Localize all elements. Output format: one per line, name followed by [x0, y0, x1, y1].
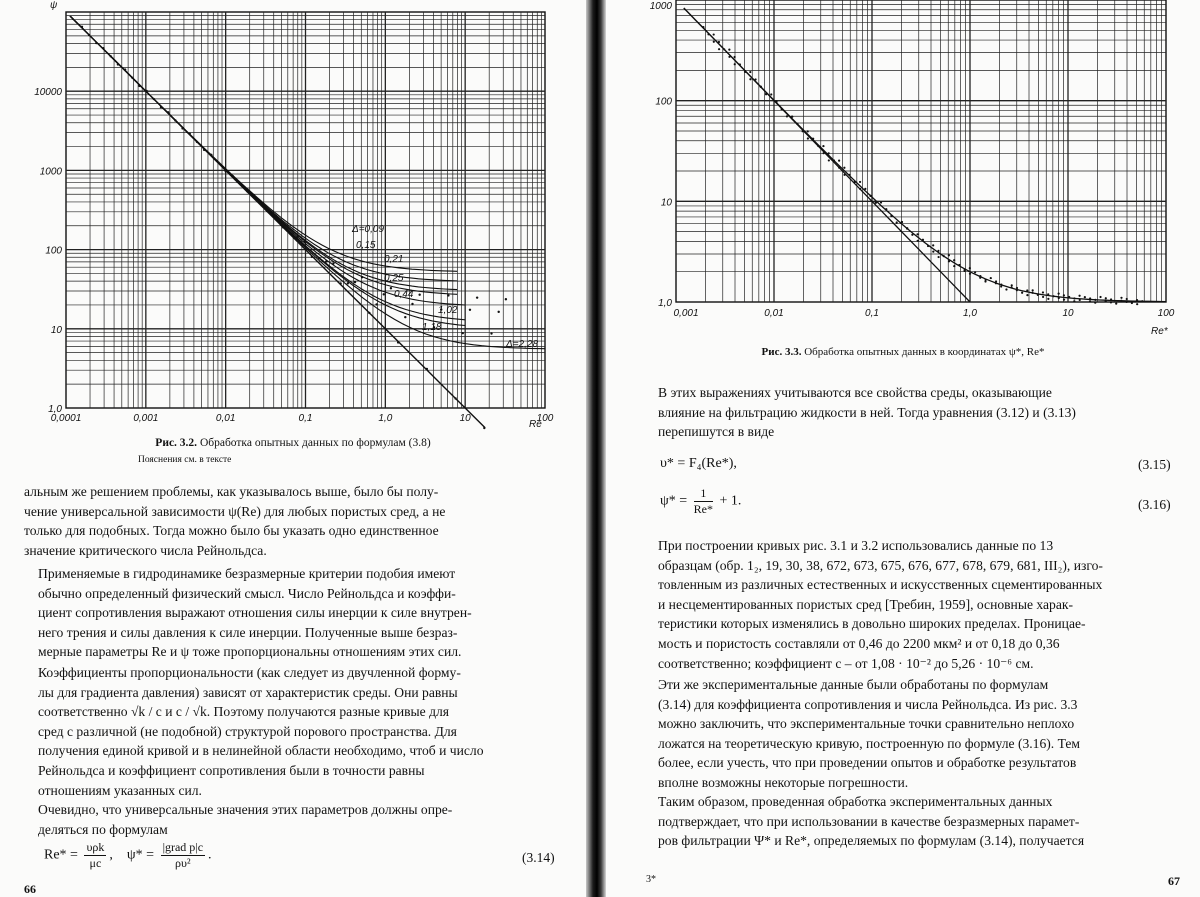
data-point [1115, 303, 1117, 305]
curve-label: 1,18 [422, 322, 442, 333]
data-point [807, 130, 809, 132]
curve-label: 0,15 [356, 240, 376, 251]
data-point [117, 63, 119, 65]
y-tick-label: 100 [45, 245, 62, 257]
data-point [744, 71, 746, 73]
data-point [476, 296, 478, 298]
data-point [859, 188, 861, 190]
data-point [995, 280, 997, 282]
curve-label: 1,02 [438, 305, 458, 316]
figure-3-2-caption: Рис. 3.2. Обработка опытных данных по формулам (3.8) [155, 437, 431, 449]
data-point [875, 202, 877, 204]
data-point [275, 215, 277, 217]
data-point [1126, 301, 1128, 303]
data-point [723, 48, 725, 50]
book-spine [586, 0, 606, 897]
data-point [1032, 289, 1034, 291]
x-tick-label: 100 [536, 413, 554, 424]
data-point [1011, 284, 1013, 286]
data-point [110, 55, 112, 57]
chart-tick-labels [34, 87, 554, 432]
data-point [1010, 286, 1012, 288]
data-point [1089, 300, 1091, 302]
y-tick-label: 10000 [34, 87, 62, 99]
data-point [246, 190, 248, 192]
data-point [181, 127, 183, 129]
data-point [311, 256, 313, 258]
data-point [160, 106, 162, 108]
data-point [124, 68, 126, 70]
data-point [713, 41, 715, 43]
data-point [1136, 299, 1138, 301]
figure-3-2-chart [0, 0, 586, 432]
data-point [145, 90, 147, 92]
curve-label: 0,21 [384, 254, 404, 265]
left-paragraph-3: Коэффициенты пропорциональности (как следует из двучленной форму- лы для градиента давления) зависят от характеристик среды. Они равны соответственно √k / c и c / √k. Поэтому получаются разные кривые для сред с различной (не подобной) структурой порового пространства. Для получения единой кривой и в нелинейной области необходимо, чтоб и число Рейнольдса и коэффициент сопротивления были в точности равны отношениям указанных сил. [38, 665, 484, 798]
page-number-right: 67 [1168, 874, 1180, 888]
data-point [718, 48, 720, 50]
right-paragraph-1: При построении кривых рис. 3.1 и 3.2 использовались данные по 13 образцам (обр. 1₂, 19, 30, 38, 672, 673, 675, 676, 677, 678, 679, 681, III₂), изго- товленным из различных естественных и искусственных сцементированных и несцементированных пористых сред [Требин, 1959], основные харак- теристики которых изменялись в довольно широких пределах. Проницае- мость и пористость составляли от 0,46 до 2200 мкм² и от 0,18 до 0,36 соответственно; коэффициент c – от 1,08 · 10⁻² до 5,26 · 10⁻⁶ см. [658, 538, 1103, 671]
equation-number-3-14: (3.14) [522, 850, 555, 865]
x-tick-label: 0,01 [764, 308, 784, 319]
data-point [817, 145, 819, 147]
data-point [131, 76, 133, 78]
x-axis-label: Re* [1151, 326, 1168, 337]
page-number-left: 66 [24, 882, 36, 896]
data-point [859, 181, 861, 183]
data-point [418, 294, 420, 296]
x-tick-label: 0,01 [215, 413, 236, 424]
data-point [189, 132, 191, 134]
data-point [1063, 299, 1065, 301]
data-point [707, 33, 709, 35]
data-point [833, 159, 835, 161]
data-point [849, 174, 851, 176]
data-point [854, 181, 856, 183]
chart-curve-labels [351, 224, 538, 350]
data-point [1026, 289, 1028, 291]
data-point [224, 170, 226, 172]
data-point [102, 47, 104, 49]
data-point [304, 240, 306, 242]
data-point [174, 119, 176, 121]
footer-signature-mark: 3* [646, 874, 656, 885]
data-point [754, 78, 756, 80]
data-point [210, 154, 212, 156]
data-point [969, 267, 971, 269]
data-point [1073, 297, 1075, 299]
data-point [1058, 293, 1060, 295]
x-tick-label: 0,001 [133, 413, 159, 424]
data-point [953, 259, 955, 261]
data-point [361, 276, 363, 278]
data-point [1120, 297, 1122, 299]
data-point [890, 215, 892, 217]
data-point [1078, 295, 1080, 297]
data-point [781, 108, 783, 110]
data-point [812, 138, 814, 140]
curve-label: Δ=2,28 [506, 339, 539, 350]
data-point [505, 298, 507, 300]
data-point [1037, 294, 1039, 296]
data-point [786, 115, 788, 117]
data-point [1110, 301, 1112, 303]
data-point [390, 287, 392, 289]
data-point [318, 257, 320, 259]
y-tick-label: 1000 [39, 166, 62, 178]
data-point [864, 188, 866, 190]
data-point [375, 303, 377, 305]
data-point [268, 211, 270, 213]
formula-3-16: ψ* = $\frac{1}{Re*}$ + 1. [660, 486, 742, 516]
data-point [196, 141, 198, 143]
right-intro-paragraph: В этих выражениях учитываются все свойства среды, оказывающие влияние на фильтрацию жидкости в ней. Тогда уравнения (3.12) и (3.13) перепишутся в виде [658, 385, 1076, 440]
data-point [239, 183, 241, 185]
data-point [1052, 295, 1054, 297]
curve-delta [70, 16, 465, 320]
data-point [796, 123, 798, 125]
formula-3-15: υ* = F₄(Re*), [660, 456, 737, 471]
data-point [958, 264, 960, 266]
data-point [979, 275, 981, 277]
data-point [948, 254, 950, 256]
left-paragraph-4: Очевидно, что универсальные значения этих параметров должны опре- деляться по формулам [38, 802, 453, 837]
data-point [1021, 292, 1023, 294]
data-point [932, 251, 934, 253]
data-point [462, 332, 464, 334]
data-point [775, 101, 777, 103]
data-point [1120, 300, 1122, 302]
y-tick-label: 10 [660, 197, 672, 209]
data-point [232, 175, 234, 177]
figure-3-2-subcaption: Пояснения см. в тексте [138, 455, 232, 465]
data-point [765, 93, 767, 95]
curve-label: 0,25 [384, 273, 404, 284]
data-point [917, 240, 919, 242]
data-point [896, 221, 898, 223]
right-paragraph-2: Эти же экспериментальные данные были обработаны по формулам (3.14) для коэффициента сопротивления и числа Рейнольдса. Из рис. 3.3 можно заключить, что экспериментальные точки сравнительно неплохо ложатся на теоретическую кривую, построенную по формуле (3.16). Тем более, если учесть, что при проведении опытов и обработке результатов вполне возможны некоторые погрешности. [658, 677, 1081, 790]
chart-frame [676, 0, 1166, 302]
data-point [749, 78, 751, 80]
data-point [728, 49, 730, 51]
data-point [760, 86, 762, 88]
data-point [990, 277, 992, 279]
data-point [1016, 287, 1018, 289]
data-point [702, 26, 704, 28]
y-tick-label: 1,0 [658, 298, 672, 309]
data-point [1105, 300, 1107, 302]
data-point [1042, 296, 1044, 298]
data-point [828, 152, 830, 154]
figure-3-3-caption: Рис. 3.3. Обработка опытных данных в координатах ψ*, Re* [761, 346, 1045, 358]
left-paragraph-2: Применяемые в гидродинамике безразмерные критерии подобия имеют обычно определенный физический смысл. Число Рейнольдса и коэффи- циент сопротивления выражают отношения силы инерции к силе внутрен- него трения и силы давления к силе инерции. Полученные выше безраз- мерные параметры Re и ψ тоже пропорциональны отношениям этих сил. [38, 566, 472, 660]
data-point [791, 116, 793, 118]
data-point [411, 303, 413, 305]
y-tick-label: 10 [50, 324, 62, 336]
data-point [807, 137, 809, 139]
data-point [870, 195, 872, 197]
data-point [1079, 299, 1081, 301]
data-point [282, 226, 284, 228]
data-point [347, 282, 349, 284]
data-point [1094, 299, 1096, 301]
y-axis-label: ψ [50, 0, 58, 11]
data-point [447, 294, 449, 296]
data-point [383, 293, 385, 295]
data-point [843, 174, 845, 176]
x-tick-label: 100 [1157, 308, 1175, 319]
data-point [1047, 298, 1049, 300]
data-point [253, 197, 255, 199]
data-point [1058, 297, 1060, 299]
data-point [749, 71, 751, 73]
x-tick-label: 0,001 [673, 308, 699, 319]
y-tick-label: 1,0 [48, 404, 62, 415]
data-point [880, 201, 882, 203]
y-tick-label: 100 [655, 96, 672, 108]
data-point [964, 268, 966, 270]
curve-label: 0,44 [394, 289, 414, 300]
data-point [1136, 303, 1138, 305]
data-point [985, 279, 987, 281]
right-page [606, 0, 1200, 897]
data-point [95, 42, 97, 44]
data-point [713, 33, 715, 35]
curve-theoretical [684, 8, 1166, 302]
data-point [906, 227, 908, 229]
data-point [490, 332, 492, 334]
chart-grid [676, 0, 1166, 302]
data-point [368, 312, 370, 314]
curve-label: Δ=0,09 [352, 224, 385, 235]
y-tick-label: 1000 [649, 1, 672, 12]
data-point [1016, 289, 1018, 291]
data-point [1141, 300, 1143, 302]
data-point [1126, 298, 1128, 300]
left-paragraph-1: альным же решением проблемы, как указывалось выше, было бы полу- чение универсальной зависимости ψ(Re) для любых пористых сред, а не только для подобных. Тогда можно было бы указать одно единственное значение критического числа Рейнольдса. [24, 484, 446, 558]
data-point [843, 167, 845, 169]
x-tick-label: 0,0001 [50, 413, 82, 424]
data-point [454, 397, 456, 399]
chart-grid [66, 12, 545, 408]
x-tick-label: 1,0 [378, 413, 393, 424]
data-point [734, 56, 736, 58]
data-point [1094, 302, 1096, 304]
data-point [167, 111, 169, 113]
data-point [822, 152, 824, 154]
data-point [469, 309, 471, 311]
data-point [1073, 300, 1075, 302]
data-point [1131, 302, 1133, 304]
x-tick-label: 0,1 [865, 308, 879, 319]
data-point [734, 63, 736, 65]
data-point [339, 282, 341, 284]
data-point [901, 221, 903, 223]
data-point [969, 273, 971, 275]
data-point [953, 265, 955, 267]
x-tick-label: 1,0 [963, 308, 977, 319]
data-point [397, 341, 399, 343]
data-point [1042, 291, 1044, 293]
data-point [426, 368, 428, 370]
data-point [927, 245, 929, 247]
data-point [838, 167, 840, 169]
formula-3-14: Re* = $\frac{\text{υρk}}{\mu c}$ , ψ* = $\frac{\text{|grad p|c}}{\text{ρυ²}}$ . [44, 840, 212, 870]
data-point [354, 281, 356, 283]
data-point [1105, 297, 1107, 299]
data-point [138, 85, 140, 87]
data-point [217, 161, 219, 163]
equation-number-3-16: (3.16) [1138, 497, 1171, 512]
data-point [718, 41, 720, 43]
data-point [916, 233, 918, 235]
data-point [1031, 292, 1033, 294]
data-point [81, 26, 83, 28]
data-point [932, 244, 934, 246]
data-point [483, 427, 485, 429]
data-point [948, 260, 950, 262]
data-point [838, 160, 840, 162]
data-point [938, 256, 940, 258]
data-point [1068, 296, 1070, 298]
data-point [739, 63, 741, 65]
data-point [1000, 285, 1002, 287]
data-point [296, 235, 298, 237]
data-point [1063, 294, 1065, 296]
left-page [0, 0, 586, 897]
data-point [728, 56, 730, 58]
data-point [822, 145, 824, 147]
data-point [260, 204, 262, 206]
data-point [153, 98, 155, 100]
data-point [922, 239, 924, 241]
x-tick-label: 0,1 [298, 413, 313, 424]
data-point [802, 130, 804, 132]
data-point [1005, 288, 1007, 290]
data-point [1000, 283, 1002, 285]
data-point [497, 311, 499, 313]
chart-tick-labels [650, 1, 1175, 319]
data-point [332, 262, 334, 264]
data-point [88, 34, 90, 36]
data-point [943, 255, 945, 257]
data-point [828, 159, 830, 161]
right-paragraph-3: Таким образом, проведенная обработка экспериментальных данных подтверждает, что при использовании в качестве безразмерных парамет- ров фильтрации Ψ* и Re*, определяемых по формулам (3.14), получается [658, 794, 1085, 849]
data-point [325, 260, 327, 262]
x-axis-label: Re [529, 419, 542, 430]
data-point [1089, 297, 1091, 299]
data-point [203, 149, 205, 151]
data-point [1026, 294, 1028, 296]
equation-number-3-15: (3.15) [1138, 457, 1171, 472]
data-point [1084, 296, 1086, 298]
data-point [911, 234, 913, 236]
data-point [1110, 298, 1112, 300]
data-point [1099, 296, 1101, 298]
x-tick-label: 10 [1062, 308, 1074, 319]
data-point [770, 93, 772, 95]
data-point [885, 208, 887, 210]
data-point [1047, 293, 1049, 295]
data-point [404, 316, 406, 318]
chart-curves [70, 16, 545, 429]
data-point [974, 271, 976, 273]
x-tick-label: 10 [459, 413, 471, 424]
data-point [289, 233, 291, 235]
data-point [937, 250, 939, 252]
figure-3-3-chart [606, 0, 1200, 345]
